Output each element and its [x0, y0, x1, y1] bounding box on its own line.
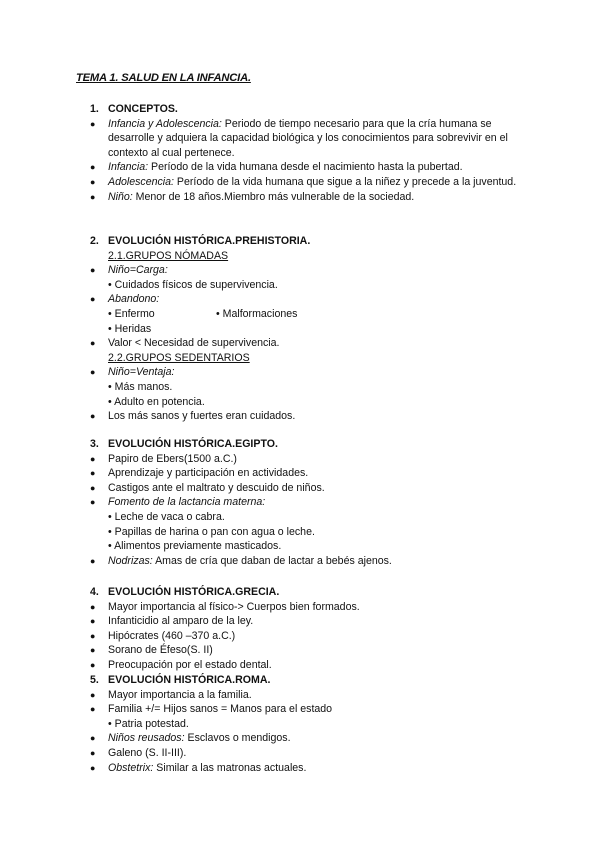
list-item — [0, 731, 600, 746]
bullet-icon: ● — [90, 338, 96, 349]
section-number: 5. — [90, 674, 99, 686]
term: Obstetrix: — [108, 761, 154, 774]
section-egipto — [0, 437, 600, 568]
sub-item: • Patria potestad. — [108, 717, 189, 730]
list-item — [0, 263, 600, 278]
list-item — [0, 365, 600, 380]
sub-item: • Enfermo — [108, 307, 155, 320]
bullet-icon: ● — [90, 733, 96, 744]
item-text: Preocupación por el estado dental. — [108, 658, 272, 671]
subsection-title: 2.1.GRUPOS NÓMADAS — [108, 249, 229, 262]
bullet-icon: ● — [90, 191, 96, 202]
section-title: EVOLUCIÓN HISTÓRICA.GRECIA. — [108, 586, 280, 598]
definition: Similar a las matronas actuales. — [153, 761, 307, 774]
section-number: 3. — [90, 438, 99, 450]
list-item — [0, 495, 600, 510]
section-title: EVOLUCIÓN HISTÓRICA.ROMA. — [108, 674, 271, 686]
list-item — [0, 160, 600, 175]
section-conceptos — [0, 102, 600, 204]
item-text: Aprendizaje y participación en actividades. — [108, 467, 309, 480]
section-number: 1. — [90, 103, 99, 115]
bullet-icon: ● — [90, 265, 96, 276]
sub-item: • Papillas de harina o pan con agua o leche. — [108, 525, 315, 538]
bullet-icon: ● — [90, 118, 96, 129]
item-text: Papiro de Ebers(1500 a.C.) — [108, 452, 237, 465]
term: Fomento de la lactancia materna: — [108, 496, 266, 509]
term: Niño=Carga: — [108, 264, 168, 277]
section-grecia — [0, 585, 600, 673]
item-text: Galeno (S. II-III). — [108, 746, 187, 759]
sub-item: • Alimentos previamente masticados. — [108, 540, 282, 553]
section-heading — [0, 437, 600, 452]
definition: Período de la vida humana que sigue a la niñez y precede a la juventud. — [173, 175, 517, 188]
list-item — [0, 643, 600, 658]
list-item — [0, 409, 600, 424]
list-item — [0, 746, 600, 761]
item-text: Valor < Necesidad de supervivencia. — [108, 337, 280, 350]
term: Infancia y Adolescencia: — [108, 117, 222, 130]
section-heading — [0, 102, 600, 117]
bullet-icon: ● — [90, 468, 96, 479]
bullet-icon: ● — [90, 601, 96, 612]
bullet-icon: ● — [90, 555, 96, 566]
definition: Menor de 18 años.Miembro más vulnerable de la sociedad. — [132, 190, 415, 203]
term: Niño: — [108, 190, 133, 203]
sub-item: • Leche de vaca o cabra. — [108, 510, 225, 523]
sub-item: • Más manos. — [108, 380, 173, 393]
bullet-icon: ● — [90, 176, 96, 187]
section-heading — [0, 234, 600, 249]
subsection-title: 2.2.GRUPOS SEDENTARIOS — [108, 351, 250, 364]
list-item — [0, 761, 600, 776]
bullet-icon: ● — [90, 616, 96, 627]
bullet-icon: ● — [90, 659, 96, 670]
sub-item: • Heridas — [108, 322, 152, 335]
list-item — [0, 452, 600, 467]
list-item — [0, 190, 600, 205]
term: Infancia: — [108, 161, 149, 174]
section-heading — [0, 585, 600, 600]
bullet-icon: ● — [90, 294, 96, 305]
bullet-icon: ● — [90, 630, 96, 641]
list-item — [0, 336, 600, 351]
list-item — [0, 688, 600, 703]
list-item — [0, 614, 600, 629]
bullet-icon: ● — [90, 645, 96, 656]
list-item — [0, 629, 600, 644]
definition: Esclavos o mendigos. — [184, 732, 291, 745]
section-title: EVOLUCIÓN HISTÓRICA.EGIPTO. — [108, 438, 278, 450]
term: Abandono: — [108, 293, 160, 306]
bullet-icon: ● — [90, 497, 96, 508]
bullet-icon: ● — [90, 482, 96, 493]
list-item — [0, 175, 600, 190]
definition: Amas de cría que daban de lactar a bebés ajenos. — [152, 554, 392, 567]
item-text: Mayor importancia al físico-> Cuerpos bien formados. — [108, 600, 360, 613]
bullet-icon: ● — [90, 367, 96, 378]
section-number: 4. — [90, 586, 99, 598]
list-item — [0, 702, 600, 717]
term: Adolescencia: — [108, 175, 174, 188]
bullet-icon: ● — [90, 162, 96, 173]
bullet-icon: ● — [90, 704, 96, 715]
sub-item: • Cuidados físicos de supervivencia. — [108, 278, 278, 291]
item-text: Mayor importancia a la familia. — [108, 688, 252, 701]
bullet-icon: ● — [90, 762, 96, 773]
document-title: TEMA 1. SALUD EN LA INFANCIA. — [76, 72, 251, 84]
sub-item: • Adulto en potencia. — [108, 395, 205, 408]
sub-item: • Malformaciones — [216, 307, 298, 320]
item-text: Los más sanos y fuertes eran cuidados. — [108, 410, 296, 423]
bullet-icon: ● — [90, 411, 96, 422]
section-heading — [0, 673, 600, 688]
list-item — [0, 554, 600, 569]
term: Niño=Ventaja: — [108, 366, 175, 379]
list-item — [0, 600, 600, 615]
item-text: Castigos ante el maltrato y descuido de niños. — [108, 481, 325, 494]
list-item — [0, 466, 600, 481]
section-prehistoria — [0, 234, 600, 424]
section-number: 2. — [90, 235, 99, 247]
list-item — [0, 292, 600, 307]
item-text: Infanticidio al amparo de la ley. — [108, 615, 254, 628]
section-title: CONCEPTOS. — [108, 103, 178, 115]
list-item — [0, 481, 600, 496]
item-text: Familia +/= Hijos sanos = Manos para el estado — [108, 703, 333, 716]
bullet-icon: ● — [90, 689, 96, 700]
list-item — [0, 658, 600, 673]
bullet-icon: ● — [90, 453, 96, 464]
bullet-icon: ● — [90, 747, 96, 758]
term: Nodrizas: — [108, 554, 153, 567]
term: Niños reusados: — [108, 732, 185, 745]
item-text: Sorano de Éfeso(S. II) — [108, 644, 213, 657]
list-item — [0, 117, 600, 161]
definition: Periodo de tiempo necesario para que la cría humana se desarrolle y adquiera la capacidad biológica y los conocimientos para sobrevivir en el contexto al cual pertenece. — [108, 117, 508, 159]
section-roma — [0, 673, 600, 775]
item-text: Hipócrates (460 –370 a.C.) — [108, 629, 236, 642]
definition: Período de la vida humana desde el nacimiento hasta la pubertad. — [148, 161, 463, 174]
section-title: EVOLUCIÓN HISTÓRICA.PREHISTORIA. — [108, 235, 311, 247]
sub-item-row — [108, 307, 600, 322]
